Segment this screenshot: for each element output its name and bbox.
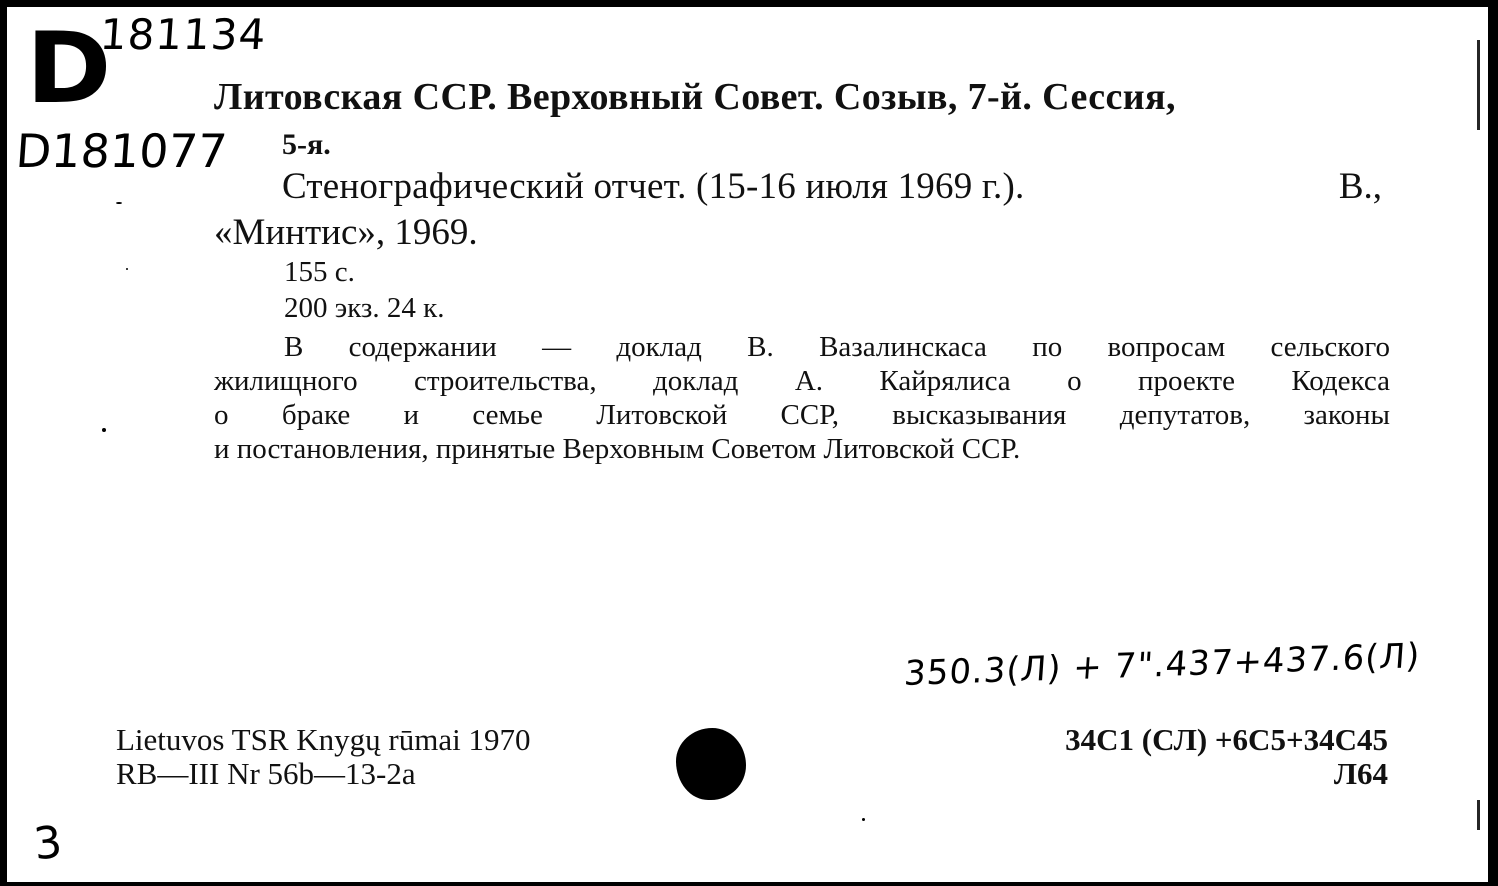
- handwritten-card-number: 181134: [98, 10, 269, 59]
- abstract-line: В содержании — доклад В. Вазалинскаса по вопросам сельского: [284, 331, 1390, 363]
- handwritten-big-letter: D: [25, 12, 112, 126]
- abstract-line: и постановления, принятые Верховным Советом Литовской ССР.: [214, 433, 1021, 465]
- footer-classification-code: 34C1 (СЛ) +6C5+34C45: [1065, 722, 1388, 757]
- edge-mark: [1477, 800, 1480, 830]
- abstract-line: жилищного строительства, доклад А. Кайрялиса о проекте Кодекса: [214, 365, 1390, 397]
- footer-author-mark: Л64: [1333, 756, 1388, 791]
- entry-title: Стенографический отчет. (15-16 июля 1969 г.).: [282, 166, 1025, 207]
- card-edge-bottom: [0, 882, 1498, 886]
- speck: [126, 268, 128, 270]
- entry-edition: 200 экз. 24 к.: [284, 292, 445, 324]
- entry-pages: 155 с.: [284, 256, 355, 288]
- footer-record-number: RB—III Nr 56b—13-2a: [116, 756, 416, 791]
- edge-mark: [1477, 40, 1480, 130]
- entry-publisher: «Минтис», 1969.: [214, 212, 478, 253]
- entry-heading: Литовская ССР. Верховный Совет. Созыв, 7-й. Сессия,: [214, 76, 1176, 118]
- card-edge-right: [1488, 0, 1498, 886]
- punch-hole: [676, 728, 746, 800]
- speck: [116, 202, 122, 204]
- entry-place: В.,: [1338, 166, 1382, 207]
- speck: [102, 428, 106, 432]
- handwritten-second-number: D181077: [14, 124, 229, 178]
- footer-issuer: Lietuvos TSR Knygų rūmai 1970: [116, 722, 531, 757]
- handwritten-corner-mark: 3: [31, 816, 65, 871]
- card-edge-left: [0, 0, 7, 886]
- handwritten-classification: 350.3(Л) + 7".437+437.6(Л): [902, 635, 1422, 695]
- entry-heading-continuation: 5-я.: [282, 128, 331, 161]
- card-edge-top: [0, 0, 1498, 7]
- abstract-line: о браке и семье Литовской ССР, высказывания депутатов, законы: [214, 399, 1390, 431]
- speck: [862, 818, 865, 821]
